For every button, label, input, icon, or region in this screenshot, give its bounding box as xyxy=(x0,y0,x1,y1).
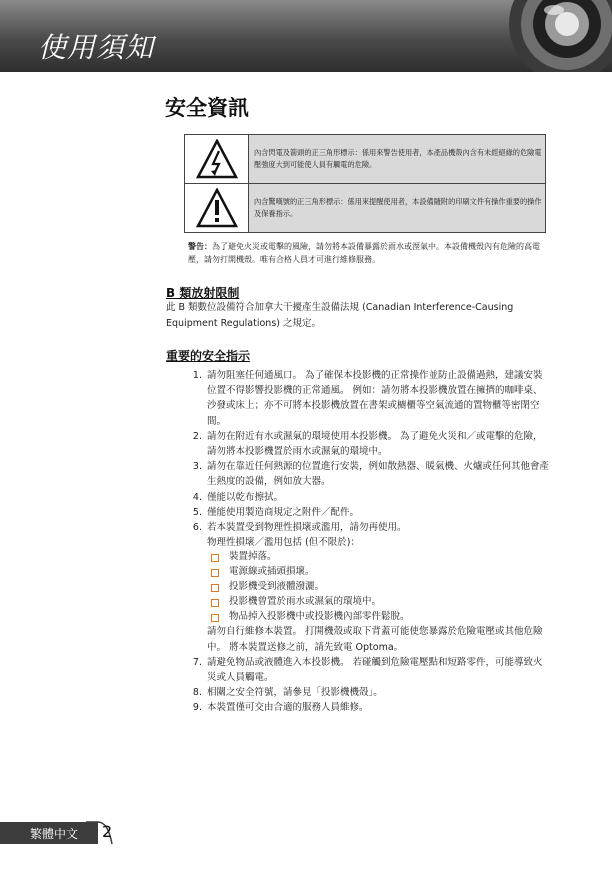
safety-instructions-list xyxy=(166,368,552,716)
section-title: 安全資訊 xyxy=(165,96,249,120)
list-item: 8. 相關之安全符號，請參見「投影機機殼」。 xyxy=(192,687,383,699)
header-title: 使用須知 xyxy=(38,31,155,64)
checkbox-bullet-icon xyxy=(211,599,219,607)
class-b-title: B 類放射限制 xyxy=(166,286,240,300)
list-item: 9. 本裝置僅可交由合適的服務人員維修。 xyxy=(192,702,369,714)
warning-row xyxy=(185,135,545,184)
bullet-item: 投影機受到液體潑灑。 xyxy=(207,580,552,595)
list-item: 7. 請避免物品或液體進入本投影機。 若碰觸到危險電壓點和短路零件，可能導致火災或人員觸電。 xyxy=(192,656,543,684)
checkbox-bullet-icon xyxy=(211,584,219,592)
page-header xyxy=(0,0,612,72)
list-item: 1. 請勿阻塞任何通風口。 為了確保本投影機的正常操作並防止設備過熱，建議安裝位置不得影響投影機的正常通風。 例如：請勿將本投影機放置在擁擠的咖啡桌、沙發或床上；亦不可將本投影機放置在書架或櫥櫃等空氣流通的置物櫃等密閉空間。 xyxy=(192,370,543,427)
projector-lens-icon xyxy=(472,0,612,72)
notice-label: 警告： xyxy=(188,242,212,251)
important-title: 重要的安全指示 xyxy=(166,349,251,363)
page-number: 2 xyxy=(102,822,113,841)
checkbox-bullet-icon xyxy=(211,614,219,622)
checkbox-bullet-icon xyxy=(211,554,219,562)
item6-after-text: 請勿自行維修本裝置。 打開機殼或取下背蓋可能使您暴露於危險電壓或其他危險中。 將本裝置送修之前，請先致電 Optoma。 xyxy=(207,626,543,653)
list-item: 4. 僅能以乾布擦拭。 xyxy=(192,491,284,503)
warning-symbols-table xyxy=(184,134,546,233)
bullet-item: 投影機曾置於雨水或濕氣的環境中。 xyxy=(207,595,552,610)
list-item: 6. 若本裝置受到物理性損壞或濫用，請勿再使用。 xyxy=(192,522,407,534)
footer-language: 繁體中文 xyxy=(30,827,79,841)
bullet-item: 物品掉入投影機中或投影機內部零件鬆脫。 xyxy=(207,610,552,625)
bullet-item: 電源線或插頭損壞。 xyxy=(207,565,552,580)
exclamation-triangle-icon xyxy=(196,188,238,228)
list-item: 5. 僅能使用製造商規定之附件／配件。 xyxy=(192,506,360,518)
bullet-item: 裝置掉落。 xyxy=(207,550,552,565)
list-item: 3. 請勿在靠近任何熱源的位置進行安裝，例如散熱器、暖氣機、火爐或任何其他會產生熱度的設備，例如放大器。 xyxy=(192,461,550,488)
notice-text: 為了避免火災或電擊的風險，請勿將本設備暴露於雨水或溼氣中。本設備機殼內有危險的高電壓，請勿打開機殼。唯有合格人員才可進行維修服務。 xyxy=(188,242,540,264)
checkbox-bullet-icon xyxy=(211,569,219,577)
warning-notice xyxy=(188,240,548,266)
lightning-triangle-icon xyxy=(196,139,238,179)
warning-row xyxy=(185,184,545,232)
warning-text: 內含閃電及箭頭的正三角形標示：係用來警告使用者，本產品機殼內含有未經絕緣的危險電壓強度大到可能使人員有觸電的危險。 xyxy=(254,148,542,169)
item6-subtitle: 物理性損壞／濫用包括 (但不限於)： xyxy=(207,537,360,549)
class-b-text: 此 B 類數位設備符合加拿大干擾產生設備法規 (Canadian Interference-Causing Equipment Regulations) 之規定。 xyxy=(166,302,514,329)
list-item: 2. 請勿在附近有水或濕氣的環境使用本投影機。 為了避免火災和／或電擊的危險，請勿將本投影機置於雨水或濕氣的環境中。 xyxy=(192,430,543,458)
warning-text: 內含驚嘆號的正三角形標示：係用來提醒使用者，本設備隨附的印刷文件有操作重要的操作及保養指示。 xyxy=(254,197,542,218)
damage-bullet-list xyxy=(207,550,552,624)
